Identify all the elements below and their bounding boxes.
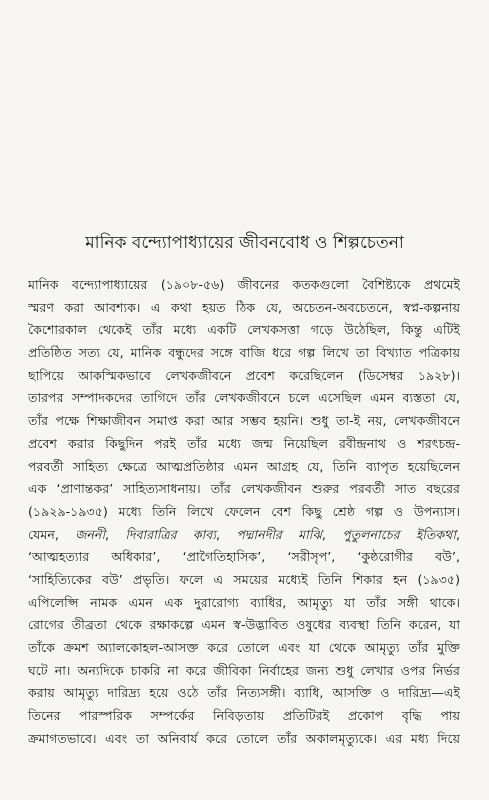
text-run: ‘আত্মহত্যার অধিকার’, ‘প্রাগৈতিহাসিক’, ‘সরীসৃপ’, ‘কুষ্ঠরোগীর বউ’, [28, 549, 460, 565]
text-line [28, 682, 460, 705]
text-line [28, 274, 460, 297]
text-line [28, 614, 460, 637]
text-run: এপিলেপ্সি নামক এমন এক দুরারোগ্য ব্যাধির, আমৃত্যু যা তাঁর সঙ্গী থাকে। [28, 594, 460, 610]
text-run: , [455, 526, 460, 542]
text-run: প্রতিষ্ঠিত সত্য যে, মানিক বন্ধুদের সঙ্গে বাজি ধরে গল্প লিখে তা বিখ্যাত পত্রিকায় [28, 345, 460, 361]
text-run: , [215, 526, 237, 542]
text-line [28, 728, 460, 751]
text-run: (১৯২৯-১৯৩৫) মধ্যে তিনি লিখে ফেলেন বেশ কিছু শ্রেষ্ঠ গল্প ও উপন্যাস। [28, 503, 460, 519]
text-run: তাঁকে ক্রমশ অ্যালকোহল-আসক্ত করে তোলে এবং যা থেকে আমৃত্যু তাঁর মুক্তি [28, 640, 460, 655]
text-run: , [321, 526, 343, 542]
text-run: তাঁর পক্ষে শিক্ষাজীবন সমাপ্ত করা আর সম্ভব হয়নি। শুধু তা-ই নয়, লেখকজীবনে [28, 413, 460, 429]
text-line [28, 592, 460, 615]
italic-title: পুতুলনাচের ইতিকথা [342, 526, 456, 542]
chapter-heading: মানিক বন্দ্যোপাধ্যায়ের জীবনবোধ ও শিল্পচেতনা [85, 233, 404, 253]
italic-title: পদ্মানদীর মাঝি [236, 526, 322, 542]
text-line [28, 637, 460, 660]
text-run: তারপর সম্পাদকদের তাগিদে তাঁর লেখকজীবনে চলে এসেছিল এমন ব্যস্ততা যে, [28, 390, 460, 406]
text-run: মানিক বন্দ্যোপাধ্যায়ের (১৯০৮-৫৬) জীবনের কতকগুলো বৈশিষ্ট্যকে প্রথমেই [28, 277, 460, 292]
text-line [28, 387, 460, 410]
italic-title: জননী [75, 526, 106, 542]
text-line [28, 546, 460, 569]
text-line [28, 660, 460, 683]
text-run: ঘটে না। অন্যদিকে চাকরি না করে জীবিকা নির্বাহের জন্য শুধু লেখার ওপর নির্ভর [28, 662, 460, 678]
text-run: এক ‘প্রাণান্তকর’ সাহিত্যসাধনায়। তাঁর লেখকজীবন শুরুর পরবর্তী সাত বছরের [28, 481, 460, 497]
text-run: ছাপিয়ে আকস্মিকভাবে লেখকজীবনে প্রবেশ করেছিলেন (ডিসেম্বর ১৯২৮)। [28, 367, 460, 383]
text-line [28, 501, 460, 524]
text-line [28, 365, 460, 388]
text-line [28, 569, 460, 592]
text-run: রোগের তীব্রতা থেকে রক্ষাকল্পে এমন স্ব-উদ্ভাবিত ওষুধের ব্যবস্থা তিনি করেন, যা [28, 617, 460, 633]
text-line [28, 319, 460, 342]
text-line [28, 456, 460, 479]
text-line [28, 478, 460, 501]
text-run: কৈশোরকাল থেকেই তাঁর মধ্যে একটি লেখকসত্তা গড়ে উঠেছিল, কিন্তু এটিই [28, 322, 460, 338]
text-run: ‘সাহিত্যিকের বউ’ প্রভৃতি। ফলে এ সময়ের মধ্যেই তিনি শিকার হন (১৯৩৫) [28, 571, 460, 587]
text-line [28, 410, 460, 433]
italic-title: দিবারাত্রির কাব্য [125, 526, 216, 542]
text-run: তিনের পারস্পরিক সম্পর্কের নিবিড়তায় প্রতিটিরই প্রকোপ বৃদ্ধি পায় [28, 708, 460, 724]
text-run: যেমন, [28, 526, 76, 542]
text-run: , [105, 526, 126, 542]
text-run: ক্রমাগতভাবে। এবং তা অনিবার্য করে তোলে তাঁর অকালমৃত্যুকে। এর মধ্য দিয়ে [28, 730, 460, 746]
body-paragraph [28, 274, 460, 750]
text-line [28, 524, 460, 547]
text-run: স্মরণ করা আবশ্যক। এ কথা হয়ত ঠিক যে, অচেতন-অবচেতনে, স্বপ্ন-কল্পনায় [28, 299, 460, 315]
text-line [28, 297, 460, 320]
text-line [28, 342, 460, 365]
text-run: প্রবেশ করার কিছুদিন পরই তাঁর মধ্যে জন্ম নিয়েছিল রবীন্দ্রনাথ ও শরৎচন্দ্র- [28, 435, 460, 451]
text-run: করায় আমৃত্যু দারিদ্র্য হয়ে ওঠে তাঁর নিত্যসঙ্গী। ব্যাধি, আসক্তি ও দারিদ্র্য—এই [28, 685, 460, 701]
text-line [28, 433, 460, 456]
text-run: পরবর্তী সাহিত্য ক্ষেত্রে আত্মপ্রতিষ্ঠার এমন আগ্রহ যে, তিনি ব্যাপৃত হয়েছিলেন [28, 458, 460, 474]
text-line [28, 705, 460, 728]
